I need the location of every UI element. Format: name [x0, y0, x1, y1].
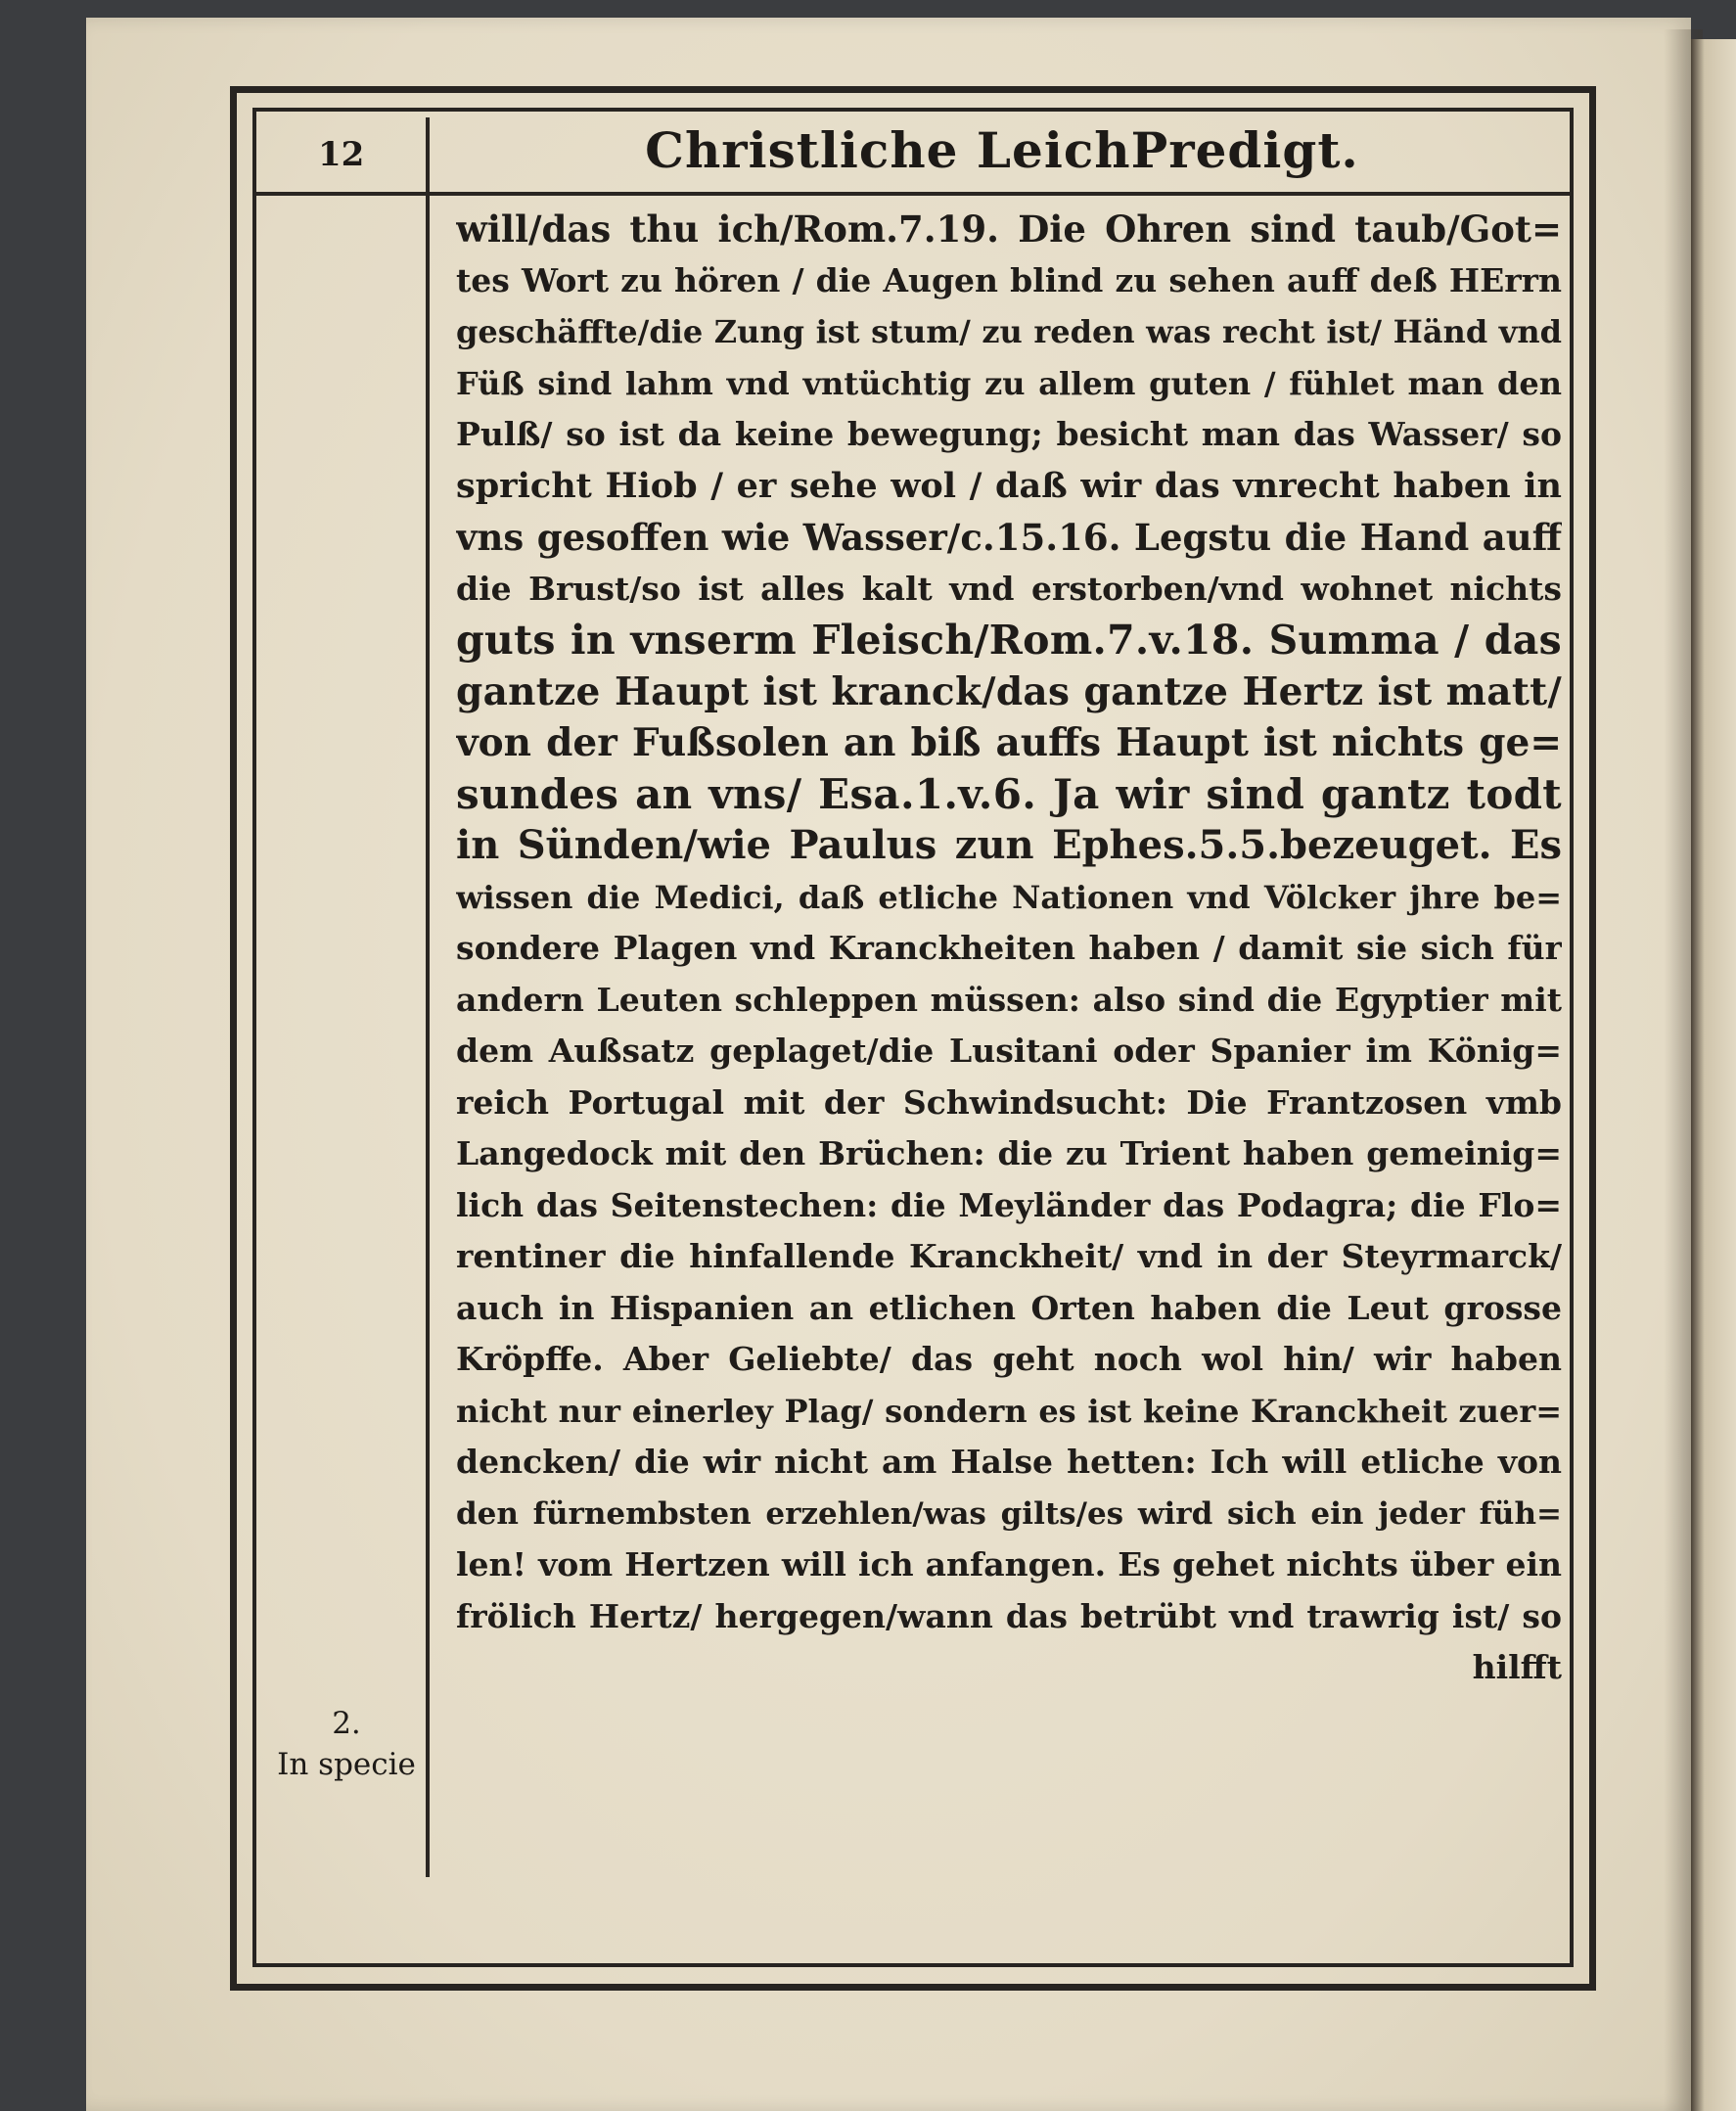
text-line: die Brust/so ist alles kalt vnd erstorben/vnd wohnet nichts	[456, 569, 1562, 608]
text-line: den fürnembsten erzehlen/was gilts/es wird sich ein jeder füh=	[456, 1495, 1562, 1532]
text-line: dencken/ die wir nicht am Halse hetten: Ich will etliche von	[456, 1443, 1562, 1481]
text-line: gantze Haupt ist kranck/das gantze Hertz ist matt/	[456, 668, 1562, 714]
page-number: 12	[318, 135, 365, 174]
text-line: sondere Plagen vnd Kranckheiten haben / damit sie sich für	[456, 929, 1562, 967]
text-line: lich das Seitenstechen: die Meyländer das Podagra; die Flo=	[456, 1185, 1562, 1224]
margin-note	[268, 1703, 425, 1785]
text-line: frölich Hertz/ hergegen/wann das betrübt vnd trawrig ist/ so	[456, 1596, 1562, 1635]
text-line: rentiner die hinfallende Kranckheit/ vnd in der Steyrmarck/	[456, 1237, 1562, 1275]
text-line: vns gesoffen wie Wasser/c.15.16. Legstu die Hand auff	[456, 516, 1562, 559]
running-head: Christliche LeichPredigt.	[645, 121, 1359, 179]
margin-note-label: In specie	[277, 1747, 416, 1782]
text-line: nicht nur einerley Plag/ sondern es ist keine Kranckheit zuer=	[456, 1392, 1562, 1430]
text-line: geschäffte/die Zung ist stum/ zu reden was recht ist/ Händ vnd	[456, 313, 1562, 350]
text-line: Kröpffe. Aber Geliebte/ das geht noch wol hin/ wir haben	[456, 1340, 1562, 1378]
text-line: sundes an vns/ Esa.1.v.6. Ja wir sind gantz todt	[456, 769, 1562, 818]
margin-note-number: 2.	[332, 1706, 361, 1741]
text-line: Langedock mit den Brüchen: die zu Trient haben gemeinig=	[456, 1134, 1562, 1172]
text-line: Pulß/ so ist da keine bewegung; besicht man das Wasser/ so	[456, 415, 1562, 453]
margin-column-rule	[426, 117, 430, 1877]
text-line: von der Fußsolen an biß auffs Haupt ist nichts ge=	[456, 720, 1562, 765]
header-rule	[256, 192, 1570, 196]
text-line: wissen die Medici, daß etliche Nationen vnd Völcker jhre be=	[456, 878, 1562, 916]
text-line: in Sünden/wie Paulus zun Ephes.5.5.bezeuget. Es	[456, 822, 1562, 868]
text-line: Füß sind lahm vnd vntüchtig zu allem guten / fühlet man den	[456, 364, 1562, 402]
catchword: hilfft	[1472, 1648, 1562, 1686]
text-line: will/das thu ich/Rom.7.19. Die Ohren sind taub/Got=	[456, 207, 1562, 251]
text-line: tes Wort zu hören / die Augen blind zu sehen auff deß HErrn	[456, 260, 1562, 299]
text-line: spricht Hiob / er sehe wol / daß wir das vnrecht haben in	[456, 465, 1562, 506]
text-line: auch in Hispanien an etlichen Orten haben die Leut grosse	[456, 1288, 1562, 1327]
text-line: guts in vnserm Fleisch/Rom.7.v.18. Summa / das	[456, 617, 1562, 664]
body-text	[456, 204, 1562, 1899]
facing-page-edge	[1691, 39, 1736, 2111]
text-line: dem Außsatz geplaget/die Lusitani oder Spanier im König=	[456, 1032, 1562, 1070]
text-line: len! vom Hertzen will ich anfangen. Es gehet nichts über ein	[456, 1545, 1562, 1583]
text-line: reich Portugal mit der Schwindsucht: Die Frantzosen vmb	[456, 1082, 1562, 1122]
text-line: andern Leuten schleppen müssen: also sind die Egyptier mit	[456, 980, 1562, 1019]
